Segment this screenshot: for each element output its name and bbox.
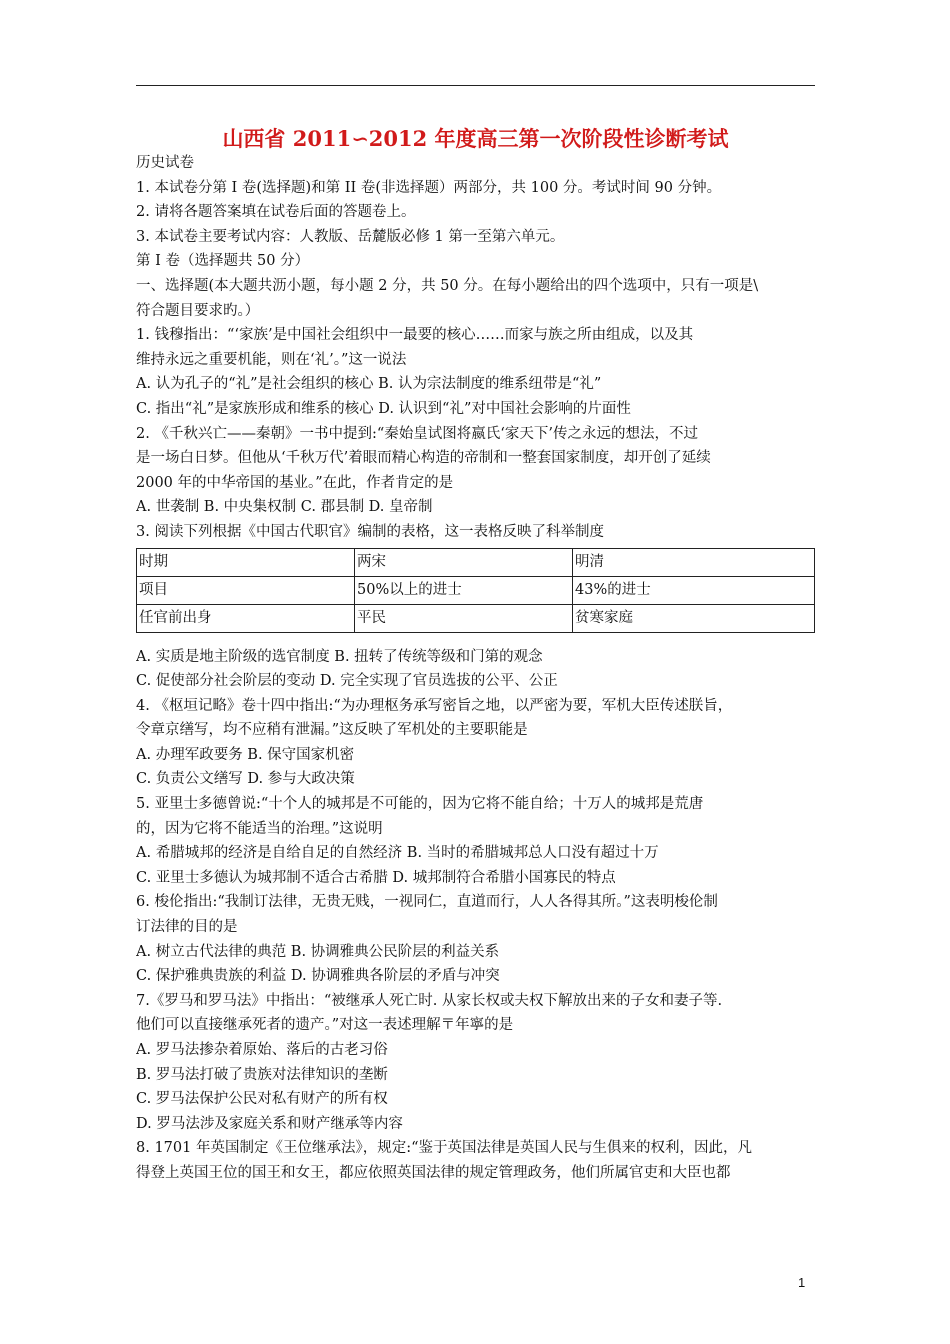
question-1-options: A. 认为孔子的“礼”是社会组织的核心 B. 认为宗法制度的维系纽带是“礼” (136, 376, 602, 393)
table-cell: 43%的进士 (573, 576, 815, 604)
question-7-option: D. 罗马法涉及家庭关系和财产继承等内容 (136, 1115, 403, 1132)
instruction-line: 1. 本试卷分第 I 卷(选择题)和第 II 卷(非选择题）两部分，共 100 分。考试时间 90 分钟。 (136, 179, 722, 196)
page-number: 1 (798, 1275, 806, 1290)
instruction-line: 2. 请将各题答案填在试卷后面的答题卷上。 (136, 204, 416, 221)
question-1-options: C. 指出“礼”是家族形成和维系的核心 D. 认识到“礼”对中国社会影响的片面性 (136, 400, 631, 417)
question-3-options: A. 实质是地主阶级的选官制度 B. 扭转了传统等级和门第的观念 (136, 648, 543, 665)
question-2-stem: 是一场白日梦。但他从‘千秋万代’着眼而精心构造的帝制和一整套国家制度，却开创了延续 (136, 450, 711, 467)
question-5-options: A. 希腊城邦的经济是自给自足的自然经济 B. 当时的希腊城邦总人口没有超过十万 (136, 845, 659, 862)
question-3-stem: 3. 阅读下列根据《中国古代职官》编制的表格，这一表格反映了科举制度 (136, 523, 604, 540)
question-6-options: A. 树立古代法律的典范 B. 协调雅典公民阶层的利益关系 (136, 943, 500, 960)
table-row (137, 548, 815, 576)
question-7-stem: 7.《罗马和罗马法》中指出：“被继承人死亡时. 从家长权或夫权下解放出来的子女和妻子等. (136, 992, 723, 1009)
table-cell: 时期 (137, 548, 355, 576)
question-1-stem: 维持永远之重要机能，则在‘礼’。”这一说法 (136, 351, 407, 368)
question-6-options: C. 保护雅典贵族的利益 D. 协调雅典各阶层的矛盾与冲突 (136, 968, 500, 985)
question-7-option: B. 罗马法打破了贵族对法律知识的垄断 (136, 1066, 388, 1083)
question-4-options: A. 办理军政要务 B. 保守国家机密 (136, 746, 355, 763)
question-6-stem: 订法律的目的是 (136, 919, 238, 936)
question-8-stem: 8. 1701 年英国制定《王位继承法》，规定:“鉴于英国法律是英国人民与生俱来的权利，因此，凡 (136, 1140, 752, 1157)
table-row (137, 604, 815, 632)
question-5-options: C. 亚里士多德认为城邦制不适合古希腊 D. 城邦制符合希腊小国寡民的特点 (136, 869, 616, 886)
question-2-stem: 2000 年的中华帝国的基业。”在此，作者肯定的是 (136, 474, 454, 491)
question-2-stem: 2. 《千秋兴亡——秦朝》一书中提到:“秦始皇试图将嬴氏‘家天下’传之永远的想法，不过 (136, 425, 698, 442)
question-5-stem: 的，因为它将不能适当的治理。”这说明 (136, 820, 383, 837)
table-cell: 明清 (573, 548, 815, 576)
question-3-table (136, 548, 815, 633)
table-cell: 任官前出身 (137, 604, 355, 632)
exam-content (136, 151, 815, 1186)
section-instruction: 符合题目要求旳。） (136, 302, 260, 319)
question-4-stem: 4. 《枢垣记略》卷十四中指出:“为办理枢务承写密旨之地，以严密为要，军机大臣传述朕旨， (136, 697, 733, 714)
subject-label: 历史试卷 (136, 155, 194, 171)
question-7-option: C. 罗马法保护公民对私有财产的所有权 (136, 1091, 388, 1108)
question-3-options: C. 促使部分社会阶层的变动 D. 完全实现了官员选拔的公平、公正 (136, 673, 558, 690)
question-8-stem: 得登上英国王位的国王和女王，都应依照英国法律的规定管理政务，他们所属官吏和大臣也都 (136, 1164, 731, 1181)
question-7-stem: 他们可以直接继承死者的遗产。”对这一表述理解〒年寧的是 (136, 1017, 514, 1034)
section-heading: 第 I 卷（选择题共 50 分） (136, 253, 310, 270)
section-instruction: 一、选择题(本大题共沥小题，每小题 2 分，共 50 分。在每小题给出的四个选项中，只有一项是\ (136, 277, 759, 294)
table-cell: 贫寒家庭 (573, 604, 815, 632)
table-cell: 50%以上的进士 (355, 576, 573, 604)
instruction-line: 3. 本试卷主要考试内容：人教版、岳麓版必修 1 第一至第六单元。 (136, 228, 565, 245)
question-1-stem: 1. 钱穆指出：“‘家族’是中国社会组织中一最要的核心……而家与族之所由组成，以及其 (136, 327, 694, 344)
table-cell: 项目 (137, 576, 355, 604)
question-4-options: C. 负责公文缮写 D. 参与大政决策 (136, 771, 355, 788)
question-4-stem: 令章京缮写，均不应稍有泄漏。”这反映了军机处的主要职能是 (136, 722, 528, 739)
table-row (137, 576, 815, 604)
question-6-stem: 6. 梭伦指出:“我制订法律，无贵无贱，一视同仁，直道而行，人人各得其所。”这表明梭伦制 (136, 894, 718, 911)
table-cell: 两宋 (355, 548, 573, 576)
question-5-stem: 5. 亚里士多德曾说:“十个人的城邦是不可能的，因为它将不能自给；十万人的城邦是荒唐 (136, 796, 704, 813)
table-cell: 平民 (355, 604, 573, 632)
question-7-option: A. 罗马法掺杂着原始、落后的古老习俗 (136, 1042, 388, 1058)
question-3-table-block (136, 548, 815, 633)
question-2-options: A. 世袭制 B. 中央集权制 C. 郡县制 D. 皇帝制 (136, 499, 433, 516)
header-rule (136, 85, 815, 86)
exam-title: 山西省 2011∽2012 年度高三第一次阶段性诊断考试 (222, 126, 729, 151)
